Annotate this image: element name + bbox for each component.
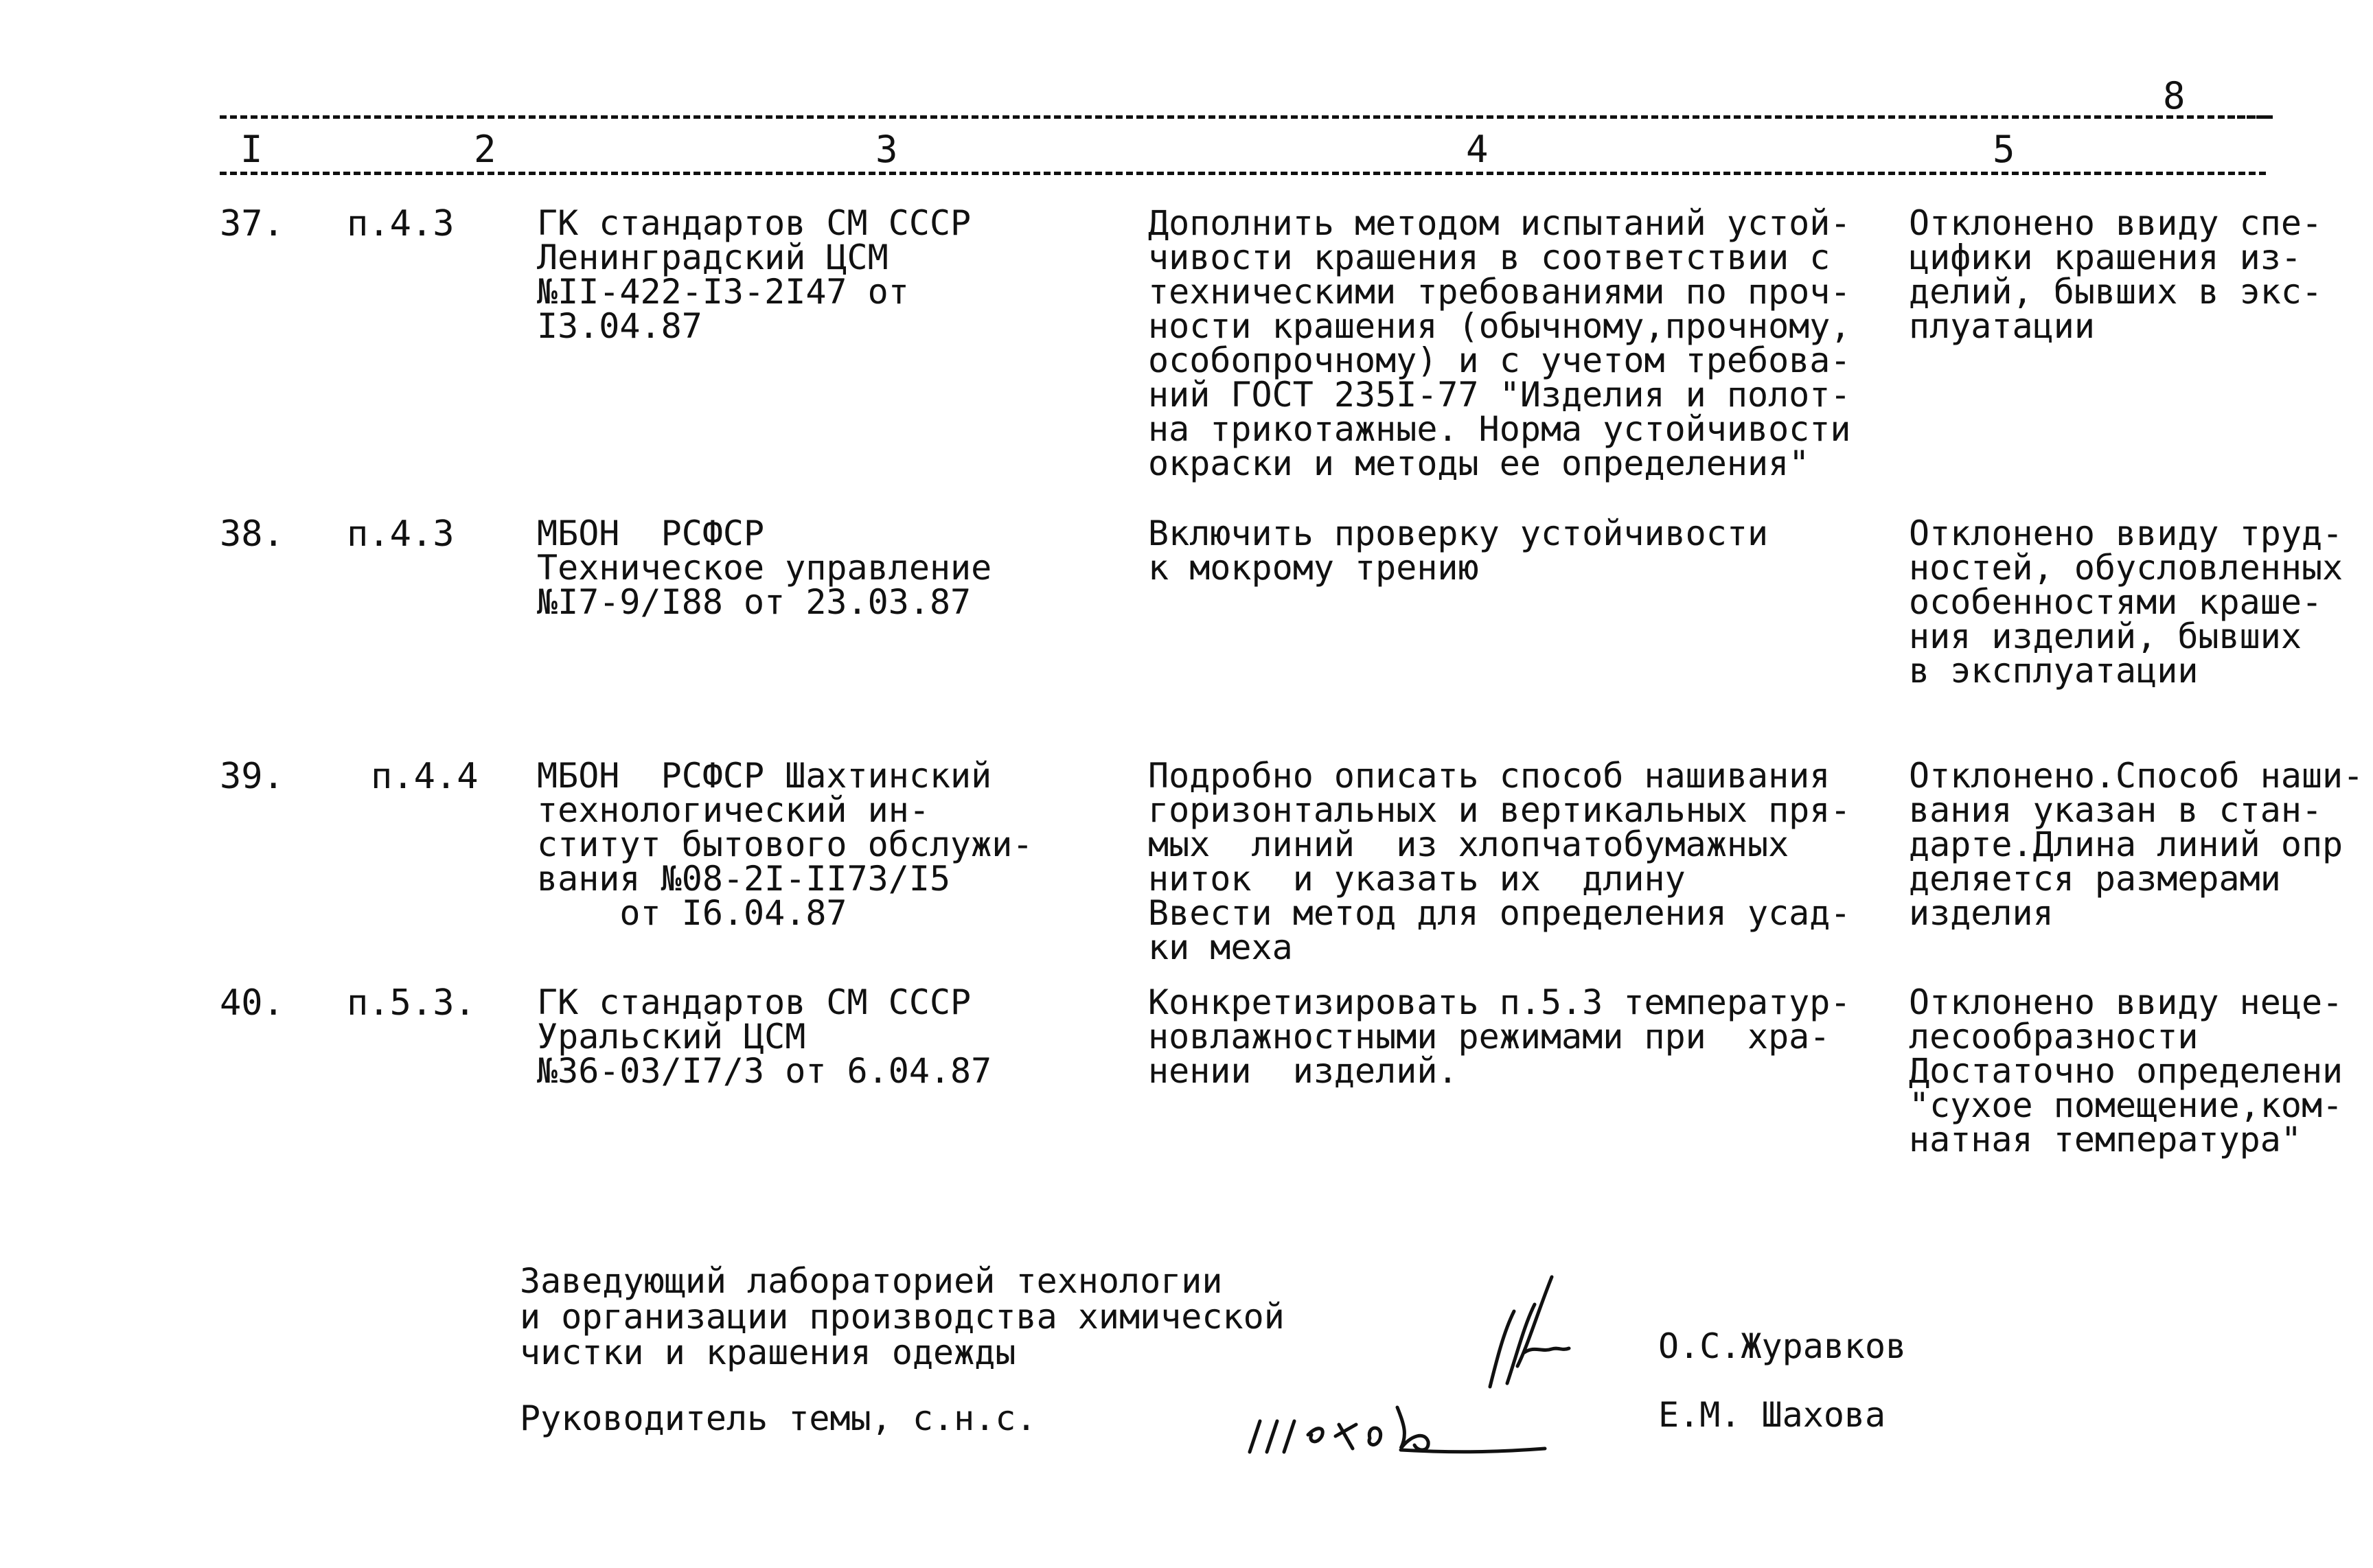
row-39-clause: п.4.4 [371,756,479,797]
header-top-rule [220,115,2266,119]
row-40-clause: п.5.3. [347,982,476,1024]
head-name: О.С.Журавков [1658,1326,1907,1366]
row-40-proposal: Конкретизировать п.5.3 температур- новлажностными режимами при хра- нении изделий. [1148,982,1851,1091]
page-number: 8 [2163,74,2186,117]
row-37-decision: Отклонено ввиду спе- цифики крашения из- делий, бывших в экс- плуатации [1909,203,2323,346]
row-40-organization: ГК стандартов СМ СССР Уральский ЦСМ №36-03/I7/3 от 6.04.87 [537,982,992,1091]
row-38-number: 38. [220,514,284,555]
header-bottom-rule [220,172,2266,175]
row-39-organization: МБОН РСФСР Шахтинский технологический ин- ститут бытового обслужи- вания №08-2I-II73/I5 от I6.04.87 [537,756,1033,933]
column-header-4: 4 [1466,128,1489,171]
row-40-decision: Отклонено ввиду неце- лесообразности Достаточно определени "сухое помещение,ком- натная температура" [1909,982,2343,1160]
row-38-clause: п.4.3 [347,514,455,555]
row-39-decision: Отклонено.Способ наши- вания указан в стан- дарте.Длина линий опр деляется размерами изделия [1909,756,2364,933]
lead-title: Руководитель темы, с.н.с. [520,1398,1037,1438]
column-header-2: 2 [474,128,496,171]
column-header-3: 3 [875,128,898,171]
row-37-proposal: Дополнить методом испытаний устой- чивости крашения в соответствии с техническими требованиями по проч- ности крашения (обычному,прочному, особопрочному) и с учетом требова- ний ГОСТ 235I-77 "Изделия и полот- на трикотажные. Норма устойчивости окраски и методы ее определения" [1148,203,1851,483]
row-37-organization: ГК стандартов СМ СССР Ленинградский ЦСМ №II-422-I3-2I47 от I3.04.87 [537,203,972,346]
row-39-proposal: Подробно описать способ нашивания горизонтальных и вертикальных пря- мых линий из хлопчатобумажных ниток и указать их длину Ввести метод для определения усад- ки меха [1148,756,1851,967]
column-header-5: 5 [1993,128,2015,171]
row-38-proposal: Включить проверку устойчивости к мокрому трению [1148,514,1769,588]
row-38-organization: МБОН РСФСР Техническое управление №I7-9/I88 от 23.03.87 [537,514,992,622]
lead-name: Е.М. Шахова [1658,1395,1886,1435]
head-handwritten-signature [1476,1263,1593,1400]
row-37-number: 37. [220,203,284,244]
row-38-decision: Отклонено ввиду труд- ностей, обусловленных особенностями краше- ния изделий, бывших в эксплуатации [1909,514,2343,691]
lead-handwritten-signature [1243,1387,1559,1462]
row-37-clause: п.4.3 [347,203,455,244]
head-title: Заведующий лабораторией технологии и организации производства химической чистки и крашения одежды [520,1261,1285,1372]
row-39-number: 39. [220,756,284,797]
row-40-number: 40. [220,982,284,1024]
header-top-rule-end [2218,115,2273,119]
column-header-1: I [240,128,263,171]
